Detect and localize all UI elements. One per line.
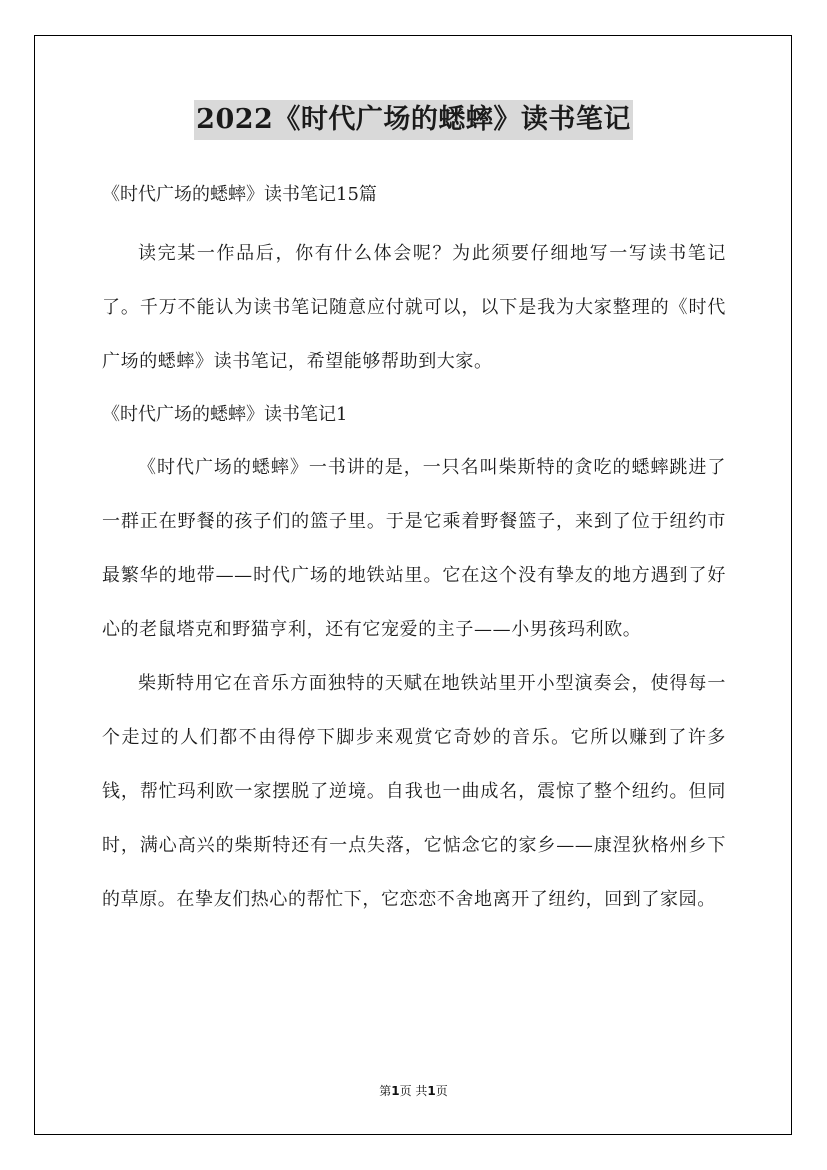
footer-page-number: 1	[391, 1084, 400, 1098]
page-footer	[0, 1082, 827, 1099]
document-subtitle: 《时代广场的蟋蟀》读书笔记15篇	[102, 184, 377, 205]
footer-suffix: 页	[435, 1084, 448, 1098]
intro-paragraph: 读完某一作品后，你有什么体会呢？为此须要仔细地写一写读书笔记了。千万不能认为读书笔记随意应付就可以，以下是我为大家整理的《时代广场的蟋蟀》读书笔记，希望能够帮助到大家。	[102, 243, 726, 372]
document-body	[102, 175, 726, 927]
body-paragraph-1: 《时代广场的蟋蟀》一书讲的是，一只名叫柴斯特的贪吃的蟋蟀跳进了一群正在野餐的孩子们的篮子里。于是它乘着野餐篮子，来到了位于纽约市最繁华的地带——时代广场的地铁站里。它在这个没有挚友的地方遇到了好心的老鼠塔克和野猫亨利，还有它宠爱的主子——小男孩玛利欧。	[102, 457, 726, 640]
document-title: 2022《时代广场的蟋蟀》读书笔记	[194, 100, 633, 140]
body-paragraph-2: 柴斯特用它在音乐方面独特的天赋在地铁站里开小型演奏会，使得每一个走过的人们都不由得停下脚步来观赏它奇妙的音乐。它所以赚到了许多钱，帮忙玛利欧一家摆脱了逆境。自我也一曲成名，震惊了整个纽约。但同时，满心高兴的柴斯特还有一点失落，它惦念它的家乡——康涅狄格州乡下的草原。在挚友们热心的帮忙下，它恋恋不舍地离开了纽约，回到了家园。	[102, 673, 726, 910]
title-container	[0, 100, 827, 140]
footer-mid: 页 共	[399, 1084, 428, 1098]
footer-total-pages: 1	[427, 1084, 436, 1098]
section-heading: 《时代广场的蟋蟀》读书笔记1	[102, 404, 348, 425]
footer-prefix: 第	[379, 1084, 392, 1098]
